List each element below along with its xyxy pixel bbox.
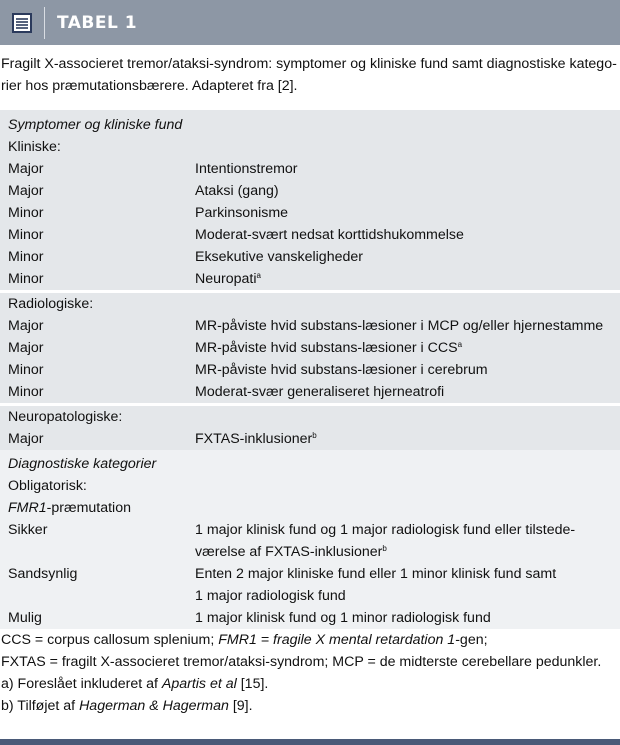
footnote-a-author: Apartis et al [161,676,237,692]
grade-cell: Sikker [8,522,48,538]
table-row [0,381,620,403]
section-heading-row [0,453,620,475]
grade-cell: Major [8,431,44,447]
footnote-marker: a [256,271,261,280]
table-row [0,246,620,268]
subheading-row [0,136,620,158]
table-caption [0,45,620,110]
radiological-section [0,293,620,403]
footnote-abbrev-fxtas: FXTAS = fragilt X-associeret tremor/ataksi-syndrom; MCP = de midterste cerebellare pedunkler. [1,654,602,670]
table-row [0,359,620,381]
finding-text: MR-påviste hvid substans-læsioner i CCS [195,340,458,356]
finding-cell [195,428,620,450]
table-row [0,428,620,450]
finding-cell [195,337,620,359]
obligatory-label: Obligatorisk: [8,478,87,494]
table-row [0,224,620,246]
finding-line: 1 major radiologisk fund [195,588,346,604]
table-row [0,563,620,607]
finding-line: 1 major klinisk fund og 1 major radiologisk fund eller tilstede- [195,522,576,538]
subheading-row [0,406,620,428]
footnote-b-prefix: b) Tilføjet af [1,698,80,714]
footnote-a [1,673,620,695]
table-title: TABEL 1 [57,12,138,33]
caption-line-2: rier hos præmutationsbærere. Adapteret fra [2]. [1,78,298,94]
footnote-marker: b [382,544,387,553]
footnote-marker: a [457,340,463,349]
finding-cell: Parkinsonisme [195,205,289,221]
table-row [0,337,620,359]
diagnostic-heading: Diagnostiske kategorier [8,456,157,472]
subheading-row [0,475,620,497]
finding-cell: Intentionstremor [195,161,298,177]
grade-cell: Major [8,318,44,334]
document-icon [0,0,44,45]
grade-cell: Minor [8,271,44,287]
table-row [0,180,620,202]
radiological-label: Radiologiske: [8,296,94,312]
finding-cell: MR-påviste hvid substans-læsioner i cerebrum [195,362,488,378]
table-header [0,0,620,45]
subheading-row [0,293,620,315]
footnote-a-ref: [15]. [236,676,269,692]
finding-cell: Ataksi (gang) [195,183,279,199]
fmr1-suffix: -præmutation [46,500,131,516]
table-row [0,519,620,563]
finding-cell [195,519,620,563]
finding-cell: MR-påviste hvid substans-læsioner i MCP og/eller hjernestamme [195,318,604,334]
grade-cell: Minor [8,227,44,243]
symptoms-heading: Symptomer og kliniske fund [8,117,183,133]
neuropathological-section [0,406,620,450]
ccs-definition: CCS = corpus callosum splenium; [1,632,219,648]
table-row [0,607,620,629]
grade-cell: Minor [8,249,44,265]
fmr1-gene: FMR1 [8,500,47,516]
subheading-row [0,497,620,519]
table-footnotes [0,629,620,717]
gen-suffix: -gen; [455,632,488,648]
finding-cell: Moderat-svært nedsat korttidshukommelse [195,227,464,243]
finding-text: Neuropati [195,271,257,287]
grade-cell: Major [8,161,44,177]
neuropathological-label: Neuropatologiske: [8,409,123,425]
clinical-label: Kliniske: [8,139,61,155]
finding-text: FXTAS-inklusioner [195,431,313,447]
finding-line: Enten 2 major kliniske fund eller 1 minor klinisk fund samt [195,566,557,582]
footnote-marker: b [312,431,317,440]
bottom-bar [0,739,620,745]
grade-cell: Mulig [8,610,42,626]
footnote-a-prefix: a) Foreslået inkluderet af [1,676,162,692]
grade-cell: Minor [8,384,44,400]
table-row [0,158,620,180]
caption-line-1: Fragilt X-associeret tremor/ataksi-syndrom: symptomer og kliniske fund samt diagnostiske katego- [1,56,617,72]
header-divider [44,7,45,39]
finding-cell [195,563,620,607]
footnote-b-ref: [9]. [228,698,253,714]
finding-line [195,541,620,563]
grade-cell: Minor [8,362,44,378]
finding-cell: Eksekutive vanskeligheder [195,249,363,265]
fmr1-label [0,497,195,519]
fmr1-definition: FMR1 = fragile X mental retardation 1 [218,632,456,648]
grade-cell: Sandsynlig [8,566,78,582]
footnote-b [1,695,620,717]
finding-cell: 1 major klinisk fund og 1 minor radiologisk fund [195,610,491,626]
table-row [0,268,620,290]
grade-cell: Minor [8,205,44,221]
diagnostic-section [0,450,620,629]
section-heading-row [0,114,620,136]
table-row [0,315,620,337]
table-row [0,202,620,224]
footnote-b-author: Hagerman & Hagerman [79,698,229,714]
clinical-section [0,110,620,290]
finding-cell: Moderat-svær generaliseret hjerneatrofi [195,384,445,400]
grade-cell: Major [8,340,44,356]
footnote-abbrev-ccs [1,629,620,651]
grade-cell: Major [8,183,44,199]
finding-text: værelse af FXTAS-inklusioner [195,544,383,560]
finding-cell [195,268,620,290]
